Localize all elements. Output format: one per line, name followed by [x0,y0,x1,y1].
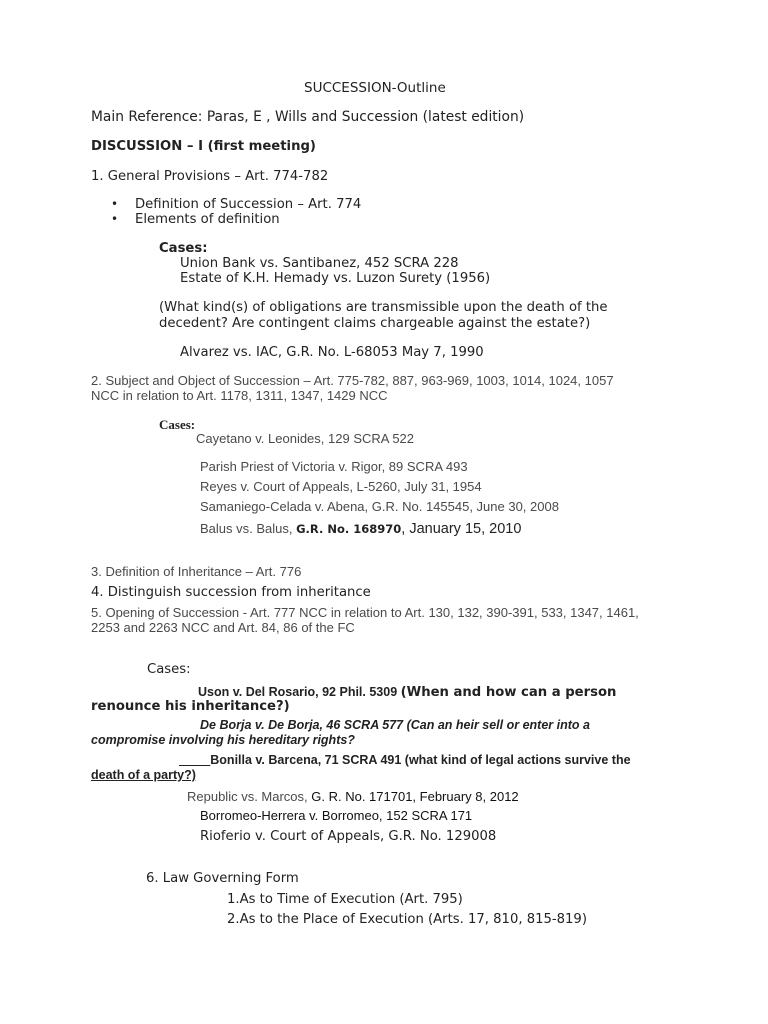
discussion-heading: DISCUSSION – I (first meeting) [91,139,316,154]
main-reference: Main Reference: Paras, E , Wills and Succession (latest edition) [91,109,525,125]
republic-gr-number: G. R. No. 171701, February 8, 2012 [311,789,519,804]
balus-gr-number: G.R. No. 168970 [296,522,402,536]
section-1-question: (What kind(s) of obligations are transmissible upon the death of the [159,300,608,315]
section-2-heading: NCC in relation to Art. 1178, 1311, 1347, 1429 NCC [91,388,388,403]
case-item-bonilla [179,753,631,767]
section-1-cases-label: Cases: [159,241,208,256]
case-item: Borromeo-Herrera v. Borromeo, 152 SCRA 171 [200,808,473,823]
section-6-item: 2.As to the Place of Execution (Arts. 17, 810, 815-819) [227,912,587,927]
case-item-republic [187,788,519,806]
case-item: Parish Priest of Victoria v. Rigor, 89 SCRA 493 [200,459,468,474]
case-item-deborja: De Borja v. De Borja, 46 SCRA 577 (Can an heir sell or enter into a [200,718,590,732]
bullet-item: • Definition of Succession – Art. 774 [135,197,361,212]
section-3-heading: 3. Definition of Inheritance – Art. 776 [91,564,302,579]
uson-question: (When and how can a person [400,685,617,700]
section-5-heading: 2253 and 2263 NCC and Art. 84, 86 of the FC [91,620,355,635]
case-item: Alvarez vs. IAC, G.R. No. L-68053 May 7, 1990 [180,345,484,360]
doc-title: SUCCESSION-Outline [304,80,446,96]
section-1-heading: 1. General Provisions – Art. 774-782 [91,169,329,184]
section-1-question: decedent? Are contingent claims chargeable against the estate?) [159,316,591,331]
case-item: Estate of K.H. Hemady vs. Luzon Surety (1956) [180,271,491,286]
case-item: Reyes v. Court of Appeals, L-5260, July 31, 1954 [200,479,482,494]
section-6-heading: 6. Law Governing Form [146,871,299,886]
bullet-item: • Elements of definition [135,212,361,227]
section-4-heading: 4. Distinguish succession from inheritance [91,585,371,600]
section-6-item: 1.As to Time of Execution (Art. 795) [227,892,463,907]
section-2-heading: 2. Subject and Object of Succession – Art. 775-782, 887, 963-969, 1003, 1014, 1024, 1057 [91,373,614,388]
republic-name: Republic vs. Marcos, [187,789,312,804]
case-item-deborja-cont: compromise involving his hereditary rights? [91,733,355,747]
section-5-heading: 5. Opening of Succession - Art. 777 NCC in relation to Art. 130, 132, 390-391, 533, 1347, 1461, [91,605,639,620]
section-5-cases-label: Cases: [147,662,191,677]
bonilla-indent [179,753,210,767]
uson-question-cont: renounce his inheritance?) [91,699,290,714]
balus-date: , January 15, 2010 [401,521,522,537]
section-2-cases-label: Cases: [159,417,196,432]
section-1-bullets [135,197,361,227]
case-item: Samaniego-Celada v. Abena, G.R. No. 145545, June 30, 2008 [200,499,559,514]
case-item: Union Bank vs. Santibanez, 452 SCRA 228 [180,256,459,271]
case-item-bonilla-cont: death of a party?) [91,768,196,782]
balus-name: Balus vs. Balus, [200,521,297,536]
bonilla-text: Bonilla v. Barcena, 71 SCRA 491 (what kind of legal actions survive the [210,753,631,767]
case-item: Rioferio v. Court of Appeals, G.R. No. 129008 [200,829,497,844]
case-item: Cayetano v. Leonides, 129 SCRA 522 [196,431,415,446]
uson-name: Uson v. Del Rosario, 92 Phil. 5309 [198,685,401,699]
case-item-balus [200,520,521,538]
